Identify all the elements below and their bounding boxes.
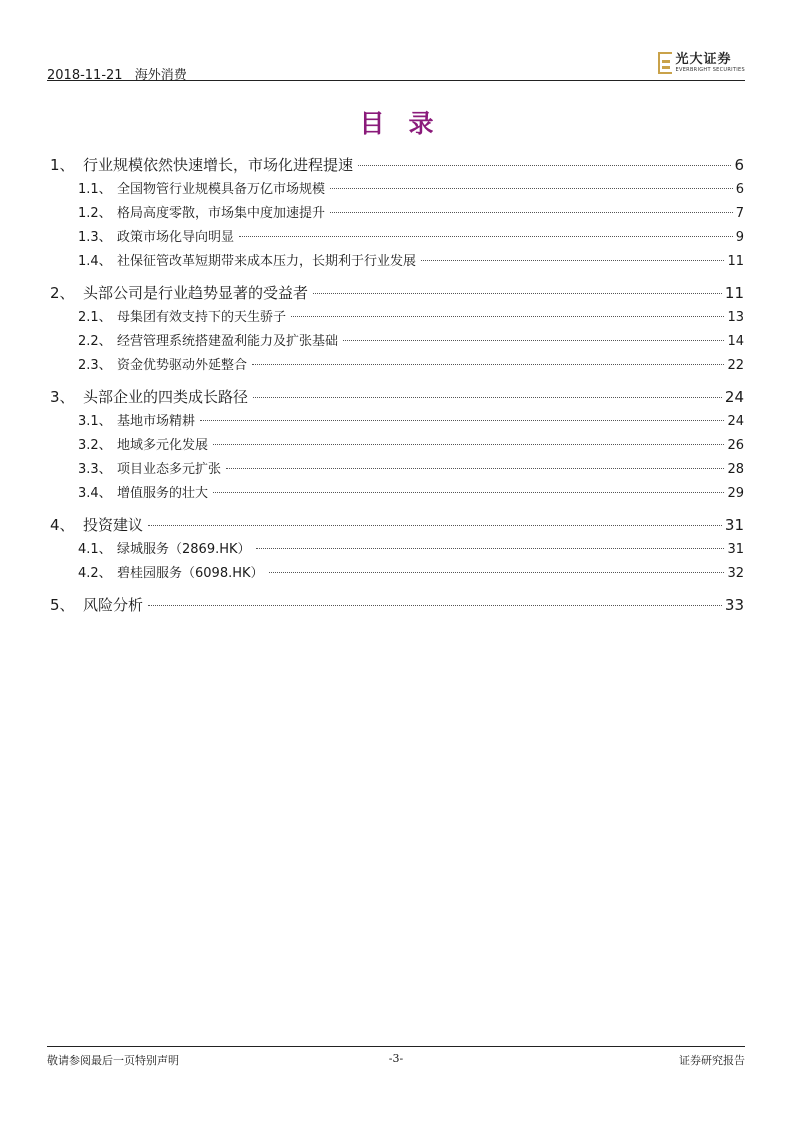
- toc-entry-title: 碧桂园服务（6098.HK）: [117, 566, 264, 581]
- toc-entry-page: 7: [735, 206, 744, 221]
- footer-divider: [47, 1046, 745, 1047]
- toc-subsection-entry[interactable]: [50, 482, 744, 506]
- toc-leader-dots: [253, 397, 722, 398]
- toc-section-entry[interactable]: [50, 512, 744, 538]
- toc-entry-page: 11: [727, 254, 744, 269]
- toc-entry-number: 1.1、: [78, 182, 112, 197]
- toc-entry-number: 1、: [50, 156, 75, 174]
- toc-leader-dots: [148, 605, 722, 606]
- toc-entry-page: 24: [727, 414, 744, 429]
- toc-leader-dots: [269, 572, 725, 573]
- toc-entry-page: 29: [727, 486, 744, 501]
- everbright-logo: [658, 50, 745, 76]
- toc-entry-number: 5、: [50, 596, 75, 614]
- toc-subsection-entry[interactable]: [50, 178, 744, 202]
- toc-entry-number: 3.4、: [78, 486, 112, 501]
- toc-entry-page: 26: [727, 438, 744, 453]
- toc-subsection-entry[interactable]: [50, 202, 744, 226]
- toc-subsection-entry[interactable]: [50, 434, 744, 458]
- toc-entry-number: 3.2、: [78, 438, 112, 453]
- logo-en-text: EVERBRIGHT SECURITIES: [675, 67, 745, 73]
- logo-e-mark-icon: [658, 52, 672, 74]
- toc-entry-number: 2、: [50, 284, 75, 302]
- toc-title: 目录: [359, 109, 458, 138]
- toc-entry-title: 经营管理系统搭建盈利能力及扩张基础: [117, 334, 339, 349]
- page-header: [47, 50, 745, 83]
- footer-page-number: -3-: [388, 1052, 404, 1065]
- toc-entry-number: 3.1、: [78, 414, 112, 429]
- toc-entry-title: 增值服务的壮大: [117, 486, 209, 501]
- toc-entry-title: 母集团有效支持下的天生骄子: [117, 310, 287, 325]
- toc-entry-title: 行业规模依然快速增长，市场化进程提速: [83, 156, 354, 174]
- toc-subsection-entry[interactable]: [50, 330, 744, 354]
- toc-leader-dots: [291, 316, 724, 317]
- toc-entry-title: 风险分析: [83, 596, 144, 614]
- table-of-contents: [50, 152, 744, 618]
- toc-section-entry[interactable]: [50, 152, 744, 178]
- toc-entry-page: 33: [724, 596, 744, 614]
- toc-entry-number: 3.3、: [78, 462, 112, 477]
- toc-leader-dots: [330, 212, 733, 213]
- toc-entry-page: 31: [727, 542, 744, 557]
- toc-subsection-entry[interactable]: [50, 562, 744, 586]
- toc-leader-dots: [226, 468, 724, 469]
- footer-report-type: 证券研究报告: [679, 1054, 745, 1067]
- toc-entry-number: 2.2、: [78, 334, 112, 349]
- toc-entry-title: 头部公司是行业趋势显著的受益者: [83, 284, 309, 302]
- toc-leader-dots: [252, 364, 724, 365]
- toc-entry-number: 1.3、: [78, 230, 112, 245]
- toc-entry-title: 项目业态多元扩张: [117, 462, 222, 477]
- toc-entry-page: 31: [724, 516, 744, 534]
- toc-subsection-entry[interactable]: [50, 306, 744, 330]
- toc-section-entry[interactable]: [50, 384, 744, 410]
- toc-entry-title: 地域多元化发展: [117, 438, 209, 453]
- toc-entry-title: 格局高度零散，市场集中度加速提升: [117, 206, 326, 221]
- toc-entry-number: 1.2、: [78, 206, 112, 221]
- toc-entry-number: 2.3、: [78, 358, 112, 373]
- toc-entry-title: 绿城服务（2869.HK）: [117, 542, 251, 557]
- toc-leader-dots: [421, 260, 724, 261]
- toc-entry-page: 11: [724, 284, 744, 302]
- toc-leader-dots: [256, 548, 725, 549]
- toc-leader-dots: [148, 525, 722, 526]
- toc-entry-number: 2.1、: [78, 310, 112, 325]
- report-category: 海外消费: [134, 68, 187, 83]
- toc-entry-page: 9: [735, 230, 744, 245]
- toc-entry-page: 24: [724, 388, 744, 406]
- toc-entry-title: 社保征管改革短期带来成本压力，长期利于行业发展: [117, 254, 417, 269]
- toc-entry-page: 32: [727, 566, 744, 581]
- toc-leader-dots: [343, 340, 724, 341]
- toc-entry-title: 资金优势驱动外延整合: [117, 358, 248, 373]
- toc-leader-dots: [200, 420, 724, 421]
- toc-entry-page: 6: [734, 156, 744, 174]
- report-date: 2018-11-21: [47, 68, 123, 83]
- toc-leader-dots: [213, 444, 724, 445]
- toc-leader-dots: [213, 492, 724, 493]
- toc-entry-title: 政策市场化导向明显: [117, 230, 235, 245]
- toc-entry-page: 13: [727, 310, 744, 325]
- toc-entry-number: 4.1、: [78, 542, 112, 557]
- footer-disclaimer: 敬请参阅最后一页特别声明: [47, 1054, 179, 1067]
- toc-entry-number: 4、: [50, 516, 75, 534]
- toc-subsection-entry[interactable]: [50, 458, 744, 482]
- toc-section-entry[interactable]: [50, 592, 744, 618]
- toc-subsection-entry[interactable]: [50, 226, 744, 250]
- toc-leader-dots: [358, 165, 731, 166]
- toc-entry-title: 全国物管行业规模具备万亿市场规模: [117, 182, 326, 197]
- toc-entry-page: 22: [727, 358, 744, 373]
- toc-leader-dots: [313, 293, 722, 294]
- toc-subsection-entry[interactable]: [50, 538, 744, 562]
- toc-leader-dots: [330, 188, 733, 189]
- toc-leader-dots: [239, 236, 733, 237]
- logo-cn-text: 光大证券: [675, 52, 732, 67]
- toc-entry-number: 4.2、: [78, 566, 112, 581]
- toc-entry-page: 28: [727, 462, 744, 477]
- toc-entry-title: 基地市场精耕: [117, 414, 196, 429]
- toc-subsection-entry[interactable]: [50, 410, 744, 434]
- page-footer: [47, 1052, 745, 1068]
- toc-subsection-entry[interactable]: [50, 250, 744, 274]
- toc-entry-number: 1.4、: [78, 254, 112, 269]
- toc-entry-number: 3、: [50, 388, 75, 406]
- header-divider: [47, 80, 745, 81]
- toc-entry-title: 投资建议: [83, 516, 144, 534]
- toc-entry-page: 14: [727, 334, 744, 349]
- toc-entry-page: 6: [735, 182, 744, 197]
- toc-subsection-entry[interactable]: [50, 354, 744, 378]
- toc-entry-title: 头部企业的四类成长路径: [83, 388, 249, 406]
- toc-section-entry[interactable]: [50, 280, 744, 306]
